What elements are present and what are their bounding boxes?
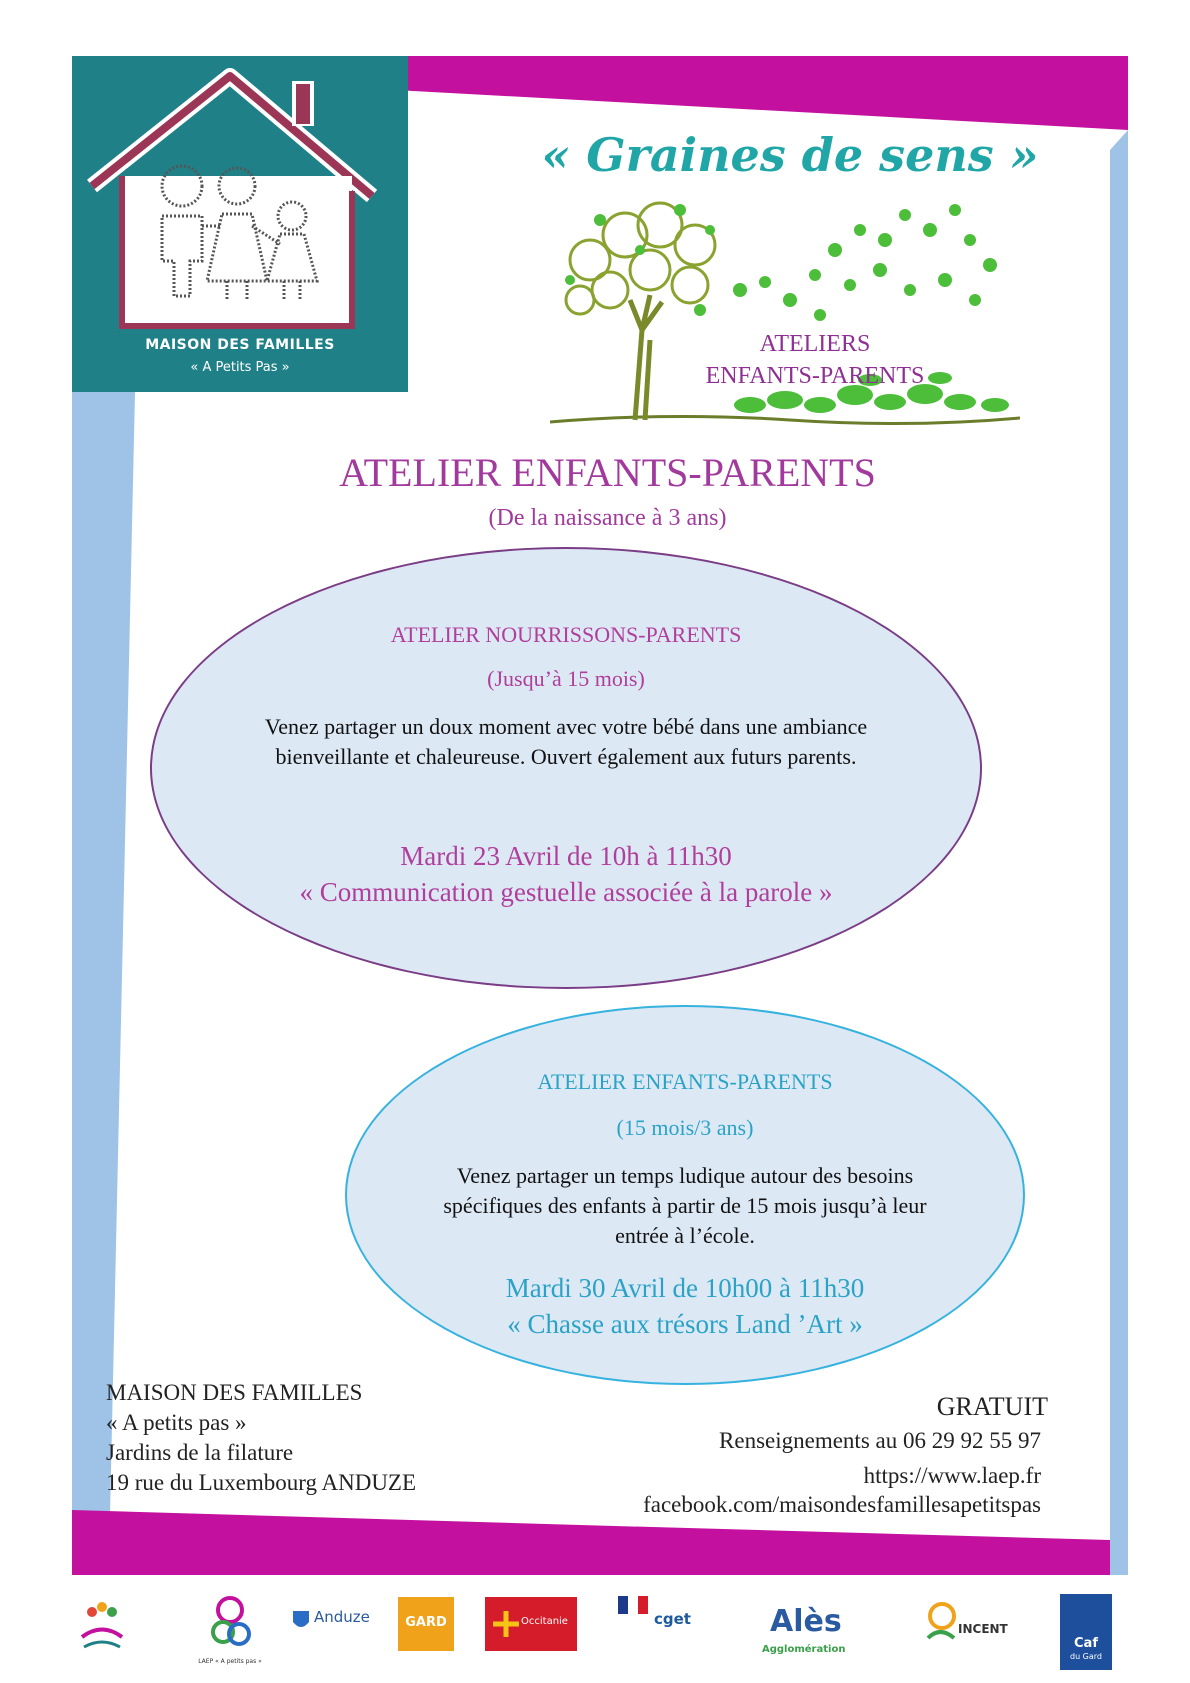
header-subtitle-1: ATELIERS [759, 331, 871, 357]
laep-logo [198, 1592, 262, 1665]
workshop-2-card [345, 1005, 1025, 1385]
tree-illustration [550, 190, 1020, 440]
occitan-cross-icon [491, 1609, 521, 1639]
workshop-1-title: ATELIER NOURRISSONS-PARENTS [390, 622, 742, 647]
program-title: « Graines de sens » [541, 128, 1039, 182]
ales-label: Alès [770, 1604, 842, 1639]
workshop-2-theme: « Chasse aux trésors Land ’Art » [507, 1309, 863, 1339]
angeline-cavalie-logo-icon [72, 1592, 132, 1664]
workshop-2-age: (15 mois/3 ans) [616, 1115, 754, 1140]
facebook-link[interactable]: facebook.com/maisondesfamillesapetitspas [643, 1492, 1041, 1517]
address-line-4: 19 rue du Luxembourg ANDUZE [106, 1470, 417, 1495]
workshop-2-date: Mardi 30 Avril de 10h00 à 11h30 [505, 1273, 865, 1303]
incent-logo [922, 1602, 1012, 1674]
gard-logo [398, 1597, 454, 1651]
cget-label: cget [654, 1610, 691, 1628]
laep-label: LAEP « A petits pas » [198, 1658, 262, 1665]
anduze-label: Anduze [314, 1608, 370, 1626]
left-blue-stripe [72, 392, 135, 1515]
top-magenta-stripe [395, 56, 1128, 130]
ales-sub-label: Agglomération [762, 1644, 846, 1655]
angeline-cavalie-logo [72, 1592, 132, 1664]
workshop-1-age: (Jusqu’à 15 mois) [487, 666, 645, 691]
ales-agglomeration-logo [758, 1604, 848, 1676]
main-title: ATELIER ENFANTS-PARENTS [339, 450, 876, 495]
anduze-logo [292, 1606, 372, 1678]
address-line-2: « A petits pas » [106, 1410, 247, 1435]
occitanie-label: Occitanie [521, 1616, 568, 1627]
workshop-2-description: Venez partager un temps ludique autour des besoins spécifiques des enfants à partir de 15 mois jusqu’à leur entrée à l’école. [443, 1163, 927, 1248]
logo-name-line-1: MAISON DES FAMILLES [145, 337, 335, 353]
address-line-1: MAISON DES FAMILLES [106, 1380, 363, 1405]
header-subtitle-2: ENFANTS-PARENTS [705, 363, 925, 389]
maison-des-familles-logo [72, 56, 408, 392]
laep-logo-icon [205, 1592, 255, 1654]
workshop-1-theme: « Communication gestuelle associée à la parole » [299, 877, 833, 907]
main-subtitle: (De la naissance à 3 ans) [488, 505, 727, 531]
bottom-magenta-stripe [72, 1510, 1110, 1575]
price-label: GRATUIT [936, 1392, 1048, 1421]
incent-label: INCENT [958, 1622, 1008, 1636]
workshop-1-description: Venez partager un doux moment avec votre bébé dans une ambiance bienveillante et chaleureuse. Ouvert également aux futurs parents. [264, 714, 868, 769]
caf-logo [1060, 1594, 1112, 1670]
cget-logo [616, 1594, 694, 1666]
address-line-3: Jardins de la filature [106, 1440, 294, 1465]
right-blue-stripe [1110, 130, 1128, 1575]
occitanie-logo [485, 1597, 577, 1651]
caf-sub-label: du Gard [1069, 1652, 1103, 1661]
workshop-2-title: ATELIER ENFANTS-PARENTS [537, 1069, 833, 1094]
website-link[interactable]: https://www.laep.fr [863, 1463, 1041, 1488]
workshop-1-date: Mardi 23 Avril de 10h à 11h30 [400, 841, 732, 871]
logo-name-line-2: « A Petits Pas » [190, 360, 290, 375]
incent-figure-icon [922, 1602, 958, 1642]
workshop-1-card [150, 547, 982, 989]
phone-info: Renseignements au 06 29 92 55 97 [719, 1428, 1041, 1453]
anduze-shield-icon [292, 1610, 310, 1632]
caf-label: Caf [1074, 1636, 1098, 1651]
gard-label: GARD [405, 1615, 447, 1630]
french-republic-flag-icon [618, 1596, 648, 1614]
